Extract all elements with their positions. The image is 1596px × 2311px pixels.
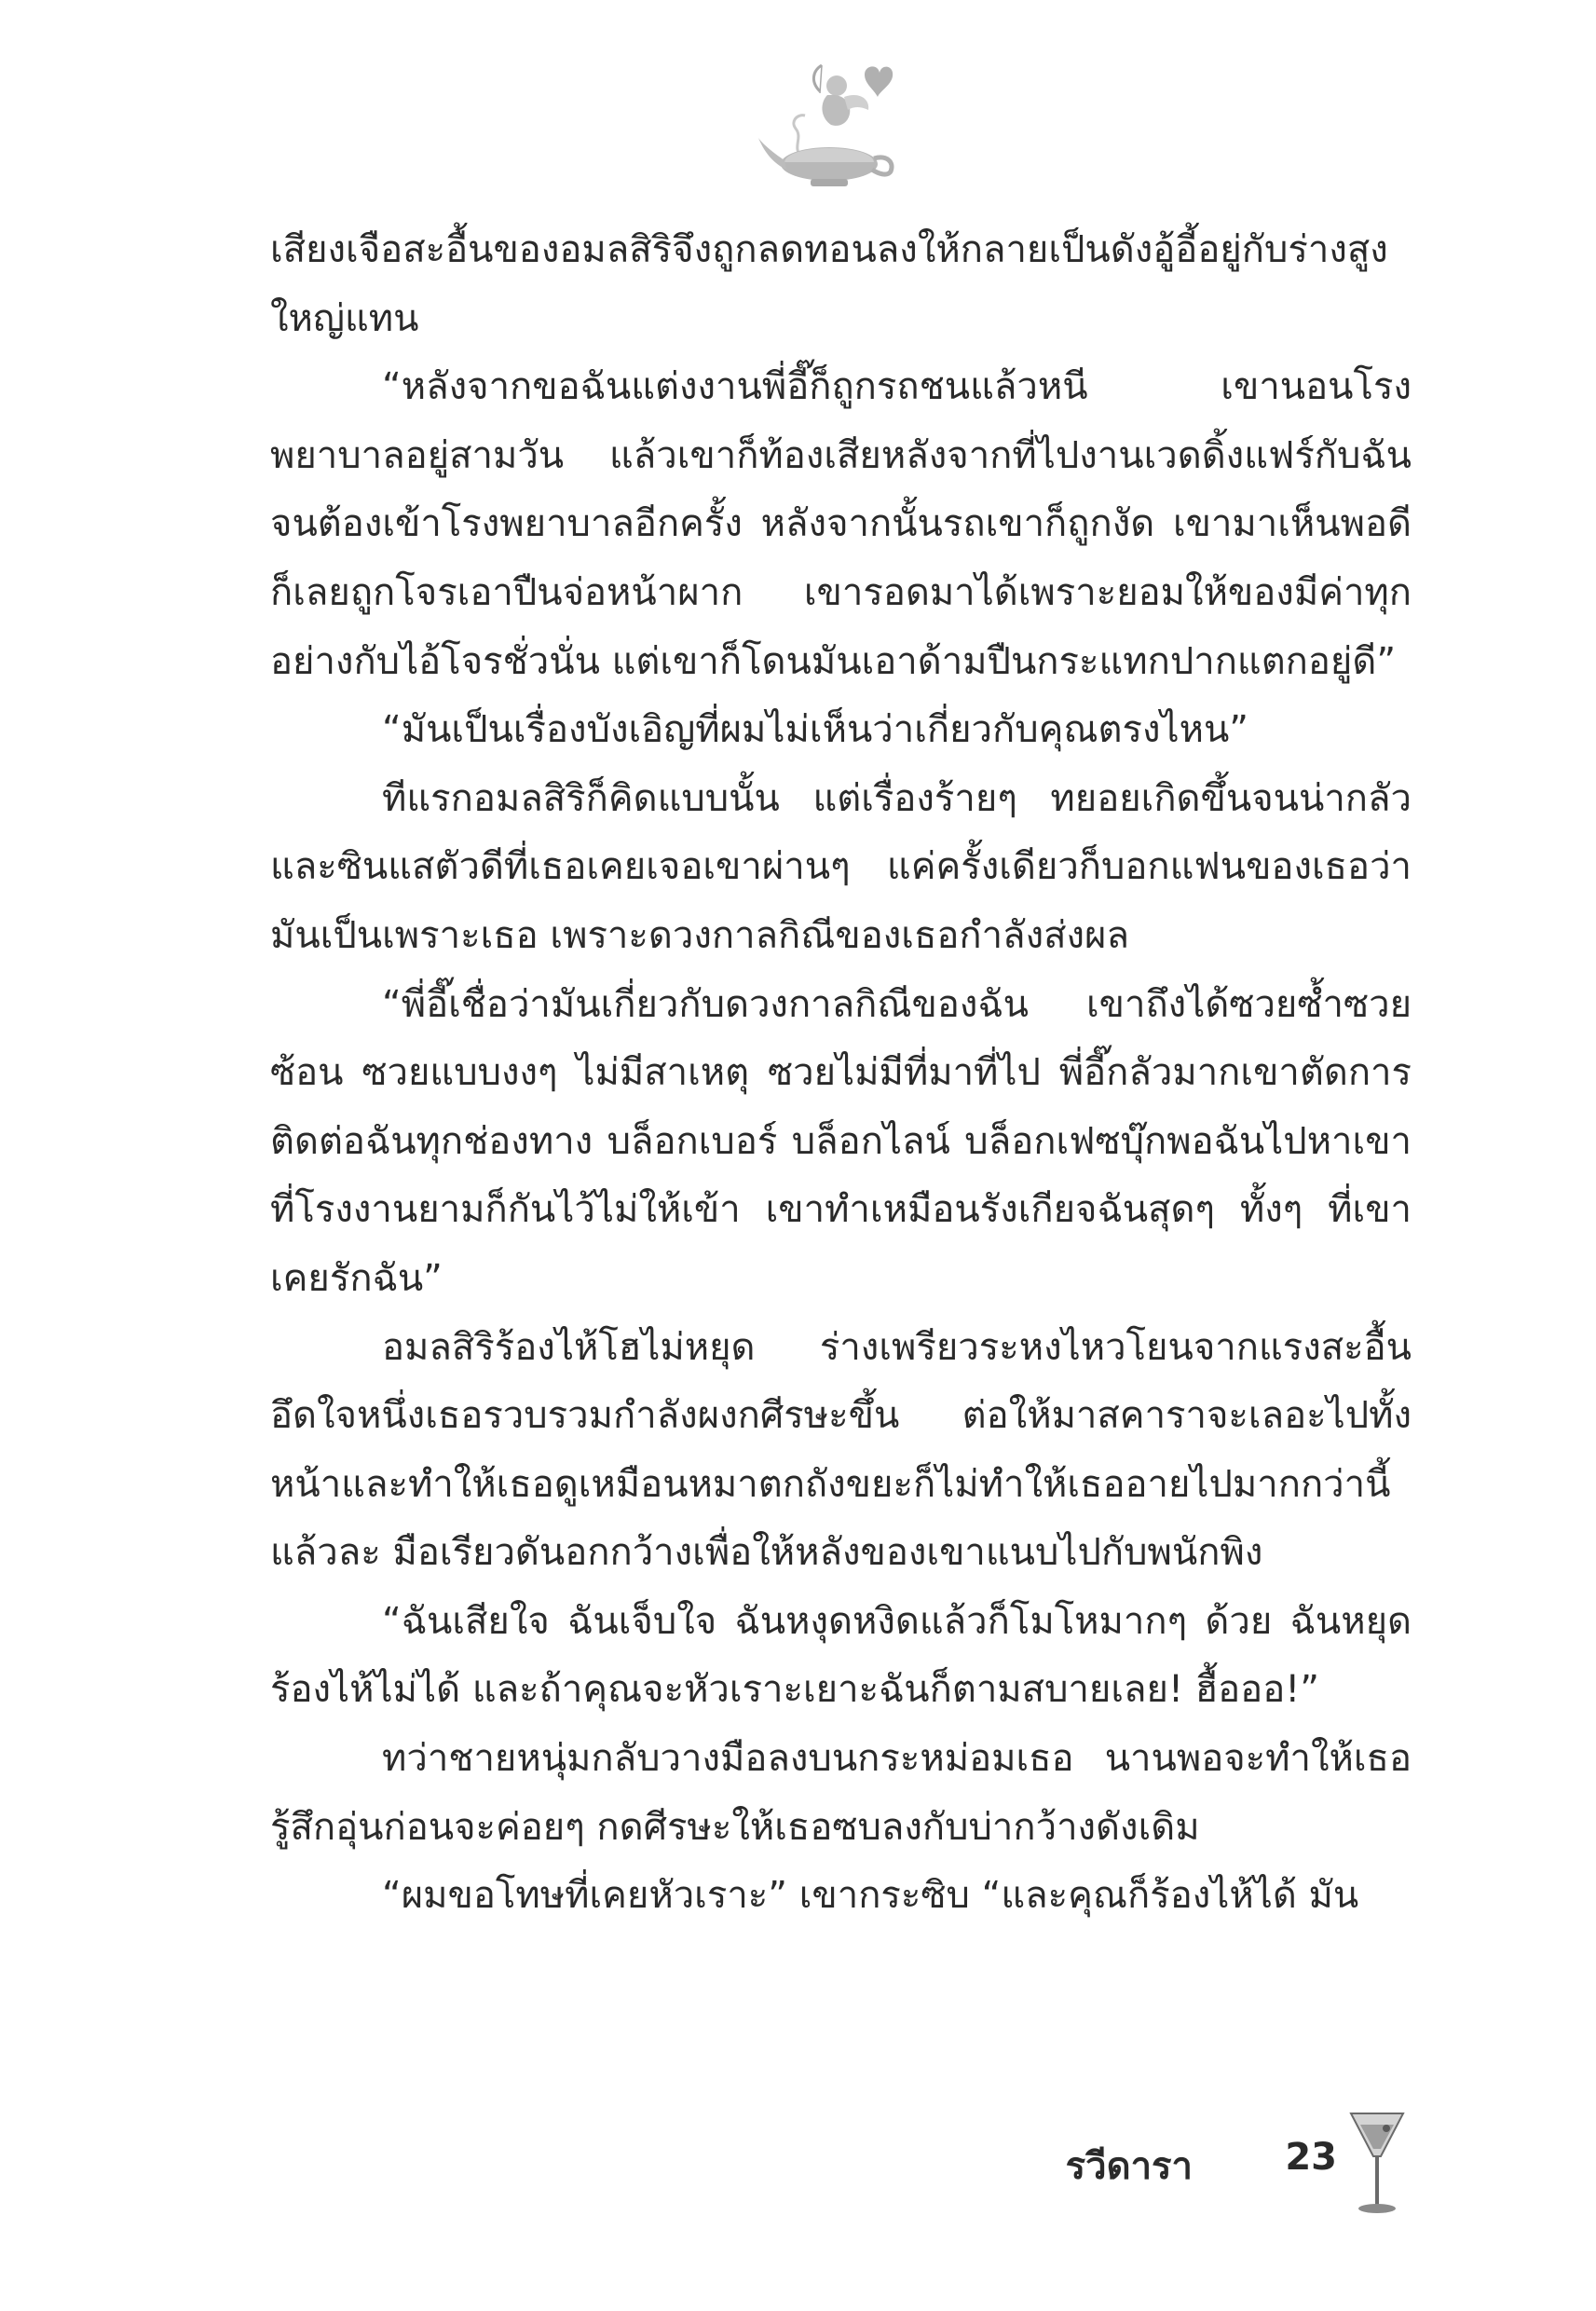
paragraph-2: “หลังจากขอฉันแต่งงานพี่อี๊ก็ถูกรถชนแล้วหนี เขานอนโรงพยาบาลอยู่สามวัน แล้วเขาก็ท้องเสียหลังจากที่ไปงานเวดดิ้งแฟร์กับฉันจนต้องเข้าโรงพยาบาลอีกครั้ง หลังจากนั้นรถเขาก็ถูกงัด เขามาเห็นพอดีก็เลยถูกโจรเอาปืนจ่อหน้าผาก เขารอดมาได้เพราะยอมให้ของมีค่าทุกอย่างกับไอ้โจรชั่วนั่น แต่เขาก็โดนมันเอาด้ามปืนกระแทกปากแตกอยู่ดี” — [270, 365, 1412, 683]
page-number: 23 — [1285, 2136, 1337, 2179]
paragraph-7: “ฉันเสียใจ ฉันเจ็บใจ ฉันหงุดหงิดแล้วก็โมโหมากๆ ด้วย ฉันหยุดร้องไห้ไม่ได้ และถ้าคุณจะหัวเราะเยาะฉันก็ตามสบายเลย! ฮื้อออ!” — [270, 1599, 1412, 1712]
paragraph-1: เสียงเจือสะอื้นของอมลสิริจึงถูกลดทอนลงให้กลายเป็นดังอู้อี้อยู่กับร่างสูงใหญ่แทน — [270, 228, 1388, 340]
paragraph-5: “พี่อี๊เชื่อว่ามันเกี่ยวกับดวงกาลกิณีของฉัน เขาถึงได้ซวยซ้ำซวยซ้อน ซวยแบบงงๆ ไม่มีสาเหตุ ซวยไม่มีที่มาที่ไป พี่อี๊กลัวมากเขาตัดการติดต่อฉันทุกช่องทาง บล็อกเบอร์ บล็อกไลน์ บล็อกเฟซบุ๊กพอฉันไปหาเขาที่โรงงานยามก็กันไว้ไม่ให้เข้า เขาทำเหมือนรังเกียจฉันสุดๆ ทั้งๆ ที่เขาเคยรักฉัน” — [270, 982, 1412, 1300]
footer-title: รวีดารา — [1065, 2145, 1193, 2188]
page-footer — [1065, 2108, 1407, 2220]
paragraph-6: อมลสิริร้องไห้โฮไม่หยุด ร่างเพรียวระหงไหวโยนจากแรงสะอื้นอึดใจหนึ่งเธอรวบรวมกำลังผงกศีรษะขึ้น ต่อให้มาสคาราจะเลอะไปทั้งหน้าและทำให้เธอดูเหมือนหมาตกถังขยะก็ไม่ทำให้เธออายไปมากกว่านี้แล้วละ มือเรียวดันอกกว้างเพื่อให้หลังของเขาแนบไปกับพนักพิง — [270, 1325, 1412, 1575]
paragraph-9: “ผมขอโทษที่เคยหัวเราะ” เขากระซิบ “และคุณก็ร้องไห้ได้ มัน — [382, 1874, 1359, 1918]
paragraph-8: ทว่าชายหนุ่มกลับวางมือลงบนกระหม่อมเธอ นานพอจะทำให้เธอรู้สึกอุ่นก่อนจะค่อยๆ กดศีรษะให้เธอซบลงกับบ่ากว้างดังเดิม — [270, 1737, 1412, 1849]
story-text — [270, 216, 1412, 1931]
paragraph-3: “มันเป็นเรื่องบังเอิญที่ผมไม่เห็นว่าเกี่ยวกับคุณตรงไหน” — [382, 708, 1249, 752]
cupid-teapot-icon — [755, 54, 904, 194]
paragraph-4: ทีแรกอมลสิริก็คิดแบบนั้น แต่เรื่องร้ายๆ ทยอยเกิดขึ้นจนน่ากลัวและซินแสตัวดีที่เธอเคยเจอเขาผ่านๆ แค่ครั้งเดียวก็บอกแฟนของเธอว่ามันเป็นเพราะเธอ เพราะดวงกาลกิณีของเธอกำลังส่งผล — [270, 776, 1412, 957]
martini-glass-icon — [1347, 2108, 1407, 2218]
